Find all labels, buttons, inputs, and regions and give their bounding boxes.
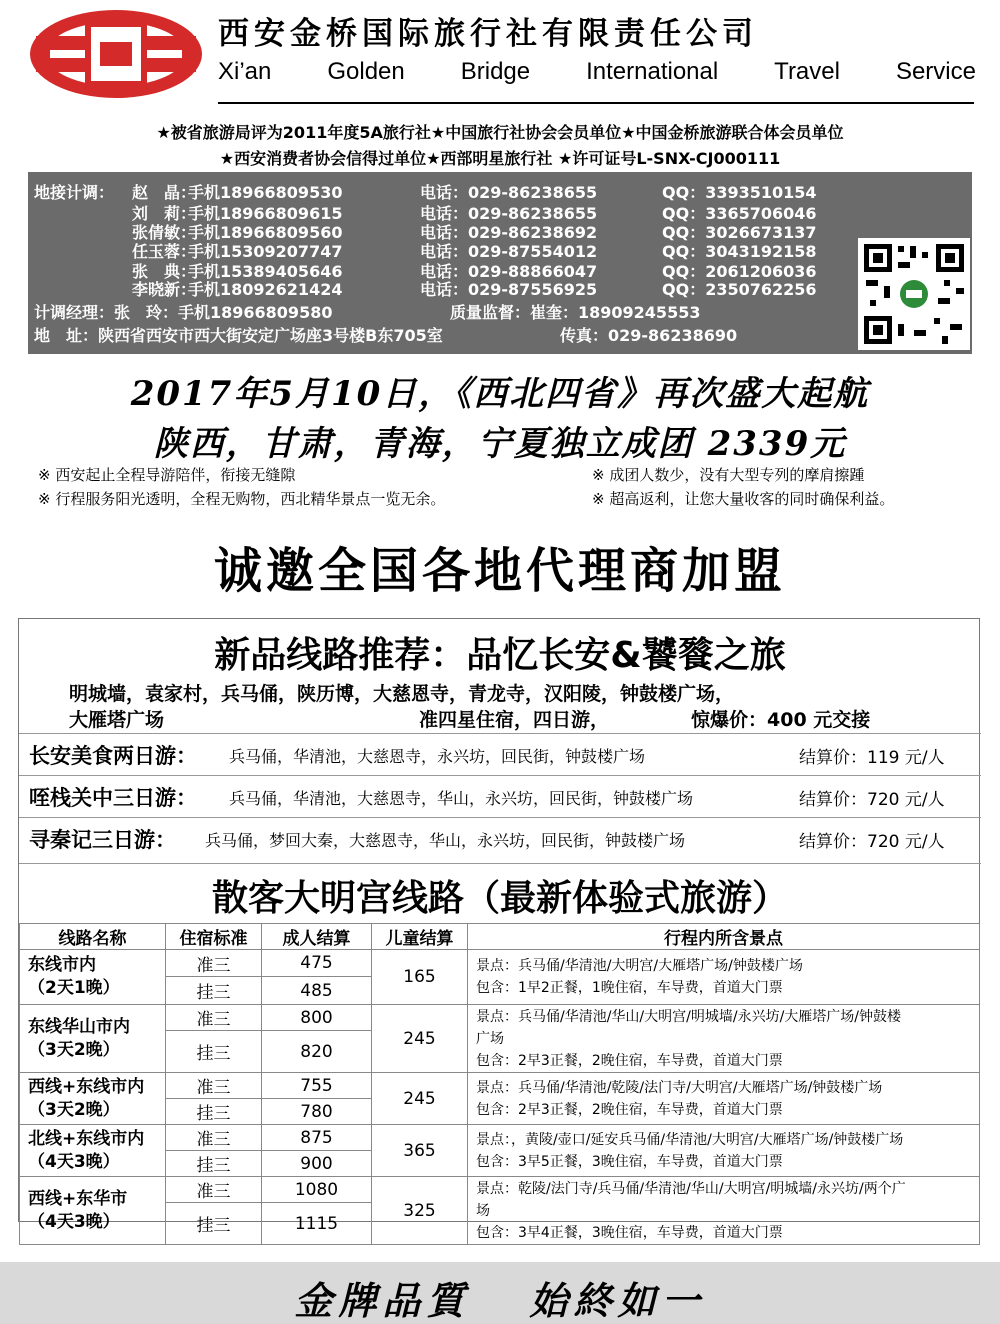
contact-tel: 电话：029-86238692 [420, 223, 598, 242]
hotel-standard: 准三 [166, 1125, 262, 1151]
route-sights: 兵马俑，梦回大秦，大慈恩寺，华山，永兴坊，回民街，钟鼓楼广场 [205, 831, 686, 850]
detail-line: 景点：兵马俑/华清池/华山/大明宫/明城墙/永兴坊/大雁塔广场/钟鼓楼 [476, 1008, 902, 1025]
route-sights: 兵马俑，华清池，大慈恩寺，永兴坊，回民街，钟鼓楼广场 [229, 747, 646, 766]
contact-tel: 电话：029-88866047 [420, 262, 598, 281]
contact-qq: QQ：2350762256 [662, 280, 817, 299]
contact-role: 地接计调： [34, 183, 115, 202]
route-name: 长安美食两日游： [29, 744, 197, 768]
column-header: 线路名称 [20, 924, 166, 950]
contact-tel: 电话：029-86238655 [420, 204, 598, 223]
golden-bridge-logo [26, 6, 206, 102]
route-name: 西线+东华市 [28, 1188, 128, 1209]
fax-line: 传真：029-86238690 [560, 326, 738, 345]
route-name: 咥栈关中三日游： [29, 786, 197, 810]
company-name-en [218, 58, 976, 86]
hotel-standard: 挂三 [166, 1099, 262, 1125]
hotel-standard: 挂三 [166, 977, 262, 1005]
contact-qq: QQ：3026673137 [662, 223, 817, 242]
column-header: 住宿标准 [166, 924, 262, 950]
agent-invitation: 诚邀全国各地代理商加盟 [213, 543, 786, 599]
adult-price: 875 [262, 1125, 372, 1151]
notes-left [38, 464, 445, 512]
table-row [20, 1073, 980, 1099]
en-word: Golden [327, 58, 405, 85]
table-row [20, 1125, 980, 1151]
route-name: 东线市内 [28, 955, 96, 975]
contact-name: 张倩敏： [132, 223, 197, 242]
itinerary-detail [468, 950, 980, 1005]
contact-mobile: 手机18966809615 [188, 204, 343, 223]
hotel-standard: 准三 [166, 950, 262, 977]
route-duration: （4天3晚） [28, 1211, 120, 1232]
route-duration: （2天1晚） [28, 978, 120, 998]
table-row [20, 950, 980, 977]
contact-qq: QQ：3393510154 [662, 183, 817, 202]
contact-qq: QQ：2061206036 [662, 262, 817, 281]
route-name-cell [20, 1125, 166, 1177]
detail-line: 景点：兵马俑/华清池/大明宫/大雁塔广场/钟鼓楼广场 [476, 958, 803, 974]
detail-line: 包含：2早3正餐，2晚住宿，车导费，首道大门票 [476, 1101, 783, 1118]
contact-tel: 电话：029-87554012 [420, 242, 598, 261]
itinerary-detail [468, 1005, 980, 1073]
en-word: International [586, 58, 719, 85]
note-item: ※ 西安起止全程导游陪伴，衔接无缝隙 [38, 466, 296, 484]
fit-routes-title: 散客大明宫线路（最新体验式旅游） [19, 863, 981, 925]
route-name-cell [20, 950, 166, 1005]
address-line: 地 址：陕西省西安市西大街安定广场座3号楼B东705室 [34, 326, 443, 345]
honors-line-2: ★西安消费者协会信得过单位★西部明星旅行社 ★许可证号L-SNX-CJ000111 [219, 149, 781, 168]
column-header: 儿童结算 [372, 924, 468, 950]
table-row [20, 1177, 980, 1203]
table-header-row [20, 924, 980, 950]
en-word: Xi’an [218, 58, 272, 85]
notes-right [592, 464, 894, 512]
note-item: ※ 成团人数少，没有大型专列的摩肩擦踵 [592, 466, 865, 484]
route-name-cell [20, 1005, 166, 1073]
product-panel [18, 618, 980, 1241]
quality-supervisor: 质量监督：崔奎：18909245553 [450, 303, 701, 322]
en-word: Service [895, 58, 976, 85]
route-sights: 兵马俑，华清池，大慈恩寺，华山，永兴坊，回民街，钟鼓楼广场 [229, 789, 694, 808]
column-header: 成人结算 [262, 924, 372, 950]
short-route [19, 817, 981, 859]
header-divider [218, 102, 974, 104]
route-name: 东线华山市内 [28, 1016, 130, 1037]
adult-price: 820 [262, 1031, 372, 1073]
en-word: Travel [774, 58, 840, 85]
qr-code-icon [858, 238, 970, 350]
itinerary-detail [468, 1073, 980, 1125]
hotel-standard: 挂三 [166, 1151, 262, 1177]
detail-line: 包含：3早4正餐，3晚住宿，车导费，首道大门票 [476, 1224, 783, 1241]
manager-line: 计调经理：张 玲：手机18966809580 [34, 303, 333, 322]
headline-line-1: 2017年5月10日，《西北四省》再次盛大起航 [130, 374, 870, 414]
new-product-hotel: 准四星住宿，四日游， [419, 709, 610, 731]
adult-price: 485 [262, 977, 372, 1005]
adult-price: 800 [262, 1005, 372, 1031]
fit-routes-table [19, 923, 980, 1245]
contact-qq: QQ：3365706046 [662, 204, 817, 223]
adult-price: 780 [262, 1099, 372, 1125]
adult-price: 755 [262, 1073, 372, 1099]
new-product-sights-cont: 大雁塔广场 [69, 709, 165, 731]
new-product-title: 新品线路推荐：品忆长安&饕餮之旅 [214, 635, 786, 676]
child-price: 165 [372, 950, 468, 1005]
en-word: Bridge [460, 58, 531, 85]
table-row [20, 1005, 980, 1031]
headline-line-2: 陕西，甘肃，青海，宁夏独立成团 2339元 [153, 424, 847, 464]
route-duration: （3天2晚） [28, 1039, 120, 1060]
child-price: 365 [372, 1125, 468, 1177]
detail-line: 景点：兵马俑/华清池/乾陵/法门寺/大明宫/大雁塔广场/钟鼓楼广场 [476, 1079, 883, 1096]
child-price: 245 [372, 1005, 468, 1073]
detail-line: 广场 [476, 1030, 504, 1047]
note-item: ※ 行程服务阳光透明，全程无购物，西北精华景点一览无余。 [38, 490, 446, 508]
child-price: 325 [372, 1177, 468, 1245]
column-header: 行程内所含景点 [468, 924, 980, 950]
adult-price: 1115 [262, 1203, 372, 1245]
adult-price: 1080 [262, 1177, 372, 1203]
note-item: ※ 超高返利，让您大量收客的同时确保利益。 [592, 490, 895, 508]
route-duration: （4天3晚） [28, 1151, 120, 1172]
short-route [19, 733, 981, 775]
slogan-bar [0, 1262, 1000, 1324]
contact-panel [28, 172, 972, 354]
short-route [19, 775, 981, 817]
detail-line: 包含：3早5正餐，3晚住宿，车导费，首道大门票 [476, 1153, 783, 1170]
itinerary-detail [468, 1125, 980, 1177]
hotel-standard: 挂三 [166, 1203, 262, 1245]
contact-name: 张 典： [132, 262, 197, 281]
contact-tel: 电话：029-87556925 [420, 280, 598, 299]
company-name-cn: 西安金桥国际旅行社有限责任公司 [218, 16, 758, 52]
contact-mobile: 手机15309207747 [188, 242, 343, 261]
route-name: 西线+东线市内 [28, 1076, 145, 1097]
slogan: 金牌品質 始終如一 [294, 1278, 706, 1323]
hotel-standard: 准三 [166, 1177, 262, 1203]
route-price: 结算价：720 元/人 [799, 790, 945, 810]
detail-line: 景点：乾陵/法门寺/兵马俑/华清池/华山/大明宫/明城墙/永兴坊/两个广 [476, 1180, 906, 1197]
contact-tel: 电话：029-86238655 [420, 183, 598, 202]
hotel-standard: 准三 [166, 1073, 262, 1099]
contact-name: 李晓新： [132, 280, 197, 299]
contact-qq: QQ：3043192158 [662, 242, 817, 261]
new-product-sights: 明城墙，袁家村，兵马俑，陕历博，大慈恩寺，青龙寺，汉阳陵，钟鼓楼广场， [69, 683, 735, 705]
route-price: 结算价：119 元/人 [799, 748, 945, 768]
contact-mobile: 手机18092621424 [188, 280, 343, 299]
detail-line: 场 [476, 1202, 490, 1219]
contact-mobile: 手机18966809560 [188, 223, 343, 242]
contact-name: 任玉蓉： [132, 242, 197, 261]
route-price: 结算价：720 元/人 [799, 832, 945, 852]
route-name: 北线+东线市内 [28, 1128, 145, 1149]
route-name: 寻秦记三日游： [29, 828, 176, 852]
contact-name: 刘 莉： [132, 204, 197, 223]
route-duration: （3天2晚） [28, 1099, 120, 1120]
child-price: 245 [372, 1073, 468, 1125]
detail-line: 景点：，黄陵/壶口/延安兵马俑/华清池/大明宫/大雁塔广场/钟鼓楼广场 [476, 1131, 904, 1148]
hotel-standard: 准三 [166, 1005, 262, 1031]
detail-line: 包含：1早2正餐，1晚住宿，车导费，首道大门票 [476, 980, 783, 996]
new-product-price: 惊爆价：400 元交接 [691, 709, 871, 731]
contact-name: 赵 晶： [132, 183, 197, 202]
detail-line: 包含：2早3正餐，2晚住宿，车导费，首道大门票 [476, 1052, 783, 1069]
route-name-cell [20, 1177, 166, 1245]
route-name-cell [20, 1073, 166, 1125]
adult-price: 475 [262, 950, 372, 977]
hotel-standard: 挂三 [166, 1031, 262, 1073]
adult-price: 900 [262, 1151, 372, 1177]
contact-mobile: 手机15389405646 [188, 262, 343, 281]
honors-line-1: ★被省旅游局评为2011年度5A旅行社★中国旅行社协会会员单位★中国金桥旅游联合体会员单位 [156, 123, 844, 142]
itinerary-detail [468, 1177, 980, 1245]
contact-mobile: 手机18966809530 [188, 183, 343, 202]
header [0, 0, 1000, 112]
